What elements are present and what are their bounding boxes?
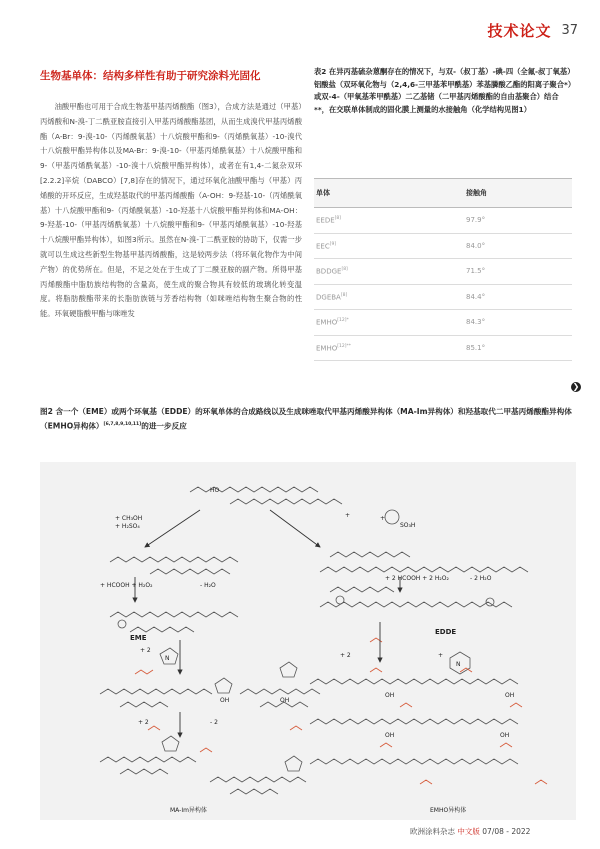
edde-label: EDDE <box>435 628 457 636</box>
table-header-row <box>314 178 572 208</box>
ma-im-chain-4 <box>210 777 306 794</box>
imidazole-ring <box>162 736 179 751</box>
monomer-name: DGEBA <box>316 292 341 301</box>
table-caption: 表2 在异丙基硫杂蒽酮存在的情况下，与双-（叔丁基）-碘-四（全氟-叔丁氧基）铝酸盐（双环氧化物与（2,4,6-三甲基苯甲酰基）苯基膦酸乙酯的阳离子聚合*）或双-4-（甲氧基苯甲酰基）二乙基锗（二甲基丙烯酸酯的自由基聚合）结合**，在交联单体制成的固化膜上测量的水接触角（化学结构见图1） <box>314 67 572 114</box>
hydroxyl-label: OH <box>500 732 510 739</box>
page-number: 37 <box>561 23 578 38</box>
emho-chain-2 <box>310 719 518 724</box>
hydroxyl-label: OH <box>280 697 290 704</box>
angle-value: 84.0° <box>466 241 486 250</box>
contact-angle-table <box>314 178 572 361</box>
reagent-label: + CH₃OH <box>115 515 143 522</box>
plus-two: + 2 <box>140 647 151 654</box>
edition-label: 中文版 <box>457 827 480 836</box>
epoxide-ring <box>486 598 494 606</box>
angle-value: 97.9° <box>466 216 486 225</box>
epoxide-ring <box>336 596 344 604</box>
header-contact-angle: 接触角 <box>466 189 487 197</box>
benzene-ring <box>385 510 399 524</box>
reagent-label: + 2 HCOOH + 2 H₂O₂ <box>385 575 449 582</box>
imidazole-ring <box>285 756 302 771</box>
chevron-right-icon[interactable]: ❯ <box>572 382 580 391</box>
figure-caption <box>40 406 576 433</box>
minus-two: - 2 <box>210 719 218 726</box>
table-row <box>314 234 572 260</box>
hydroxyl-label: OH <box>385 732 395 739</box>
imidazole-ring <box>215 678 232 693</box>
table-row <box>314 259 572 285</box>
header-monomer: 单体 <box>316 189 330 197</box>
methacrylate-group <box>135 638 547 784</box>
ma-im-chain-1 <box>100 689 212 707</box>
nitrogen-label: N <box>165 655 170 662</box>
eme-chain <box>110 612 238 632</box>
emho-label: EMHO异构体 <box>430 807 467 814</box>
angle-value: 71.5° <box>466 267 486 276</box>
issue-label: 07/08 - 2022 <box>482 827 531 836</box>
reaction-scheme-svg <box>40 462 576 820</box>
edde-chain <box>320 587 512 607</box>
hydroxyl-label: OH <box>505 692 515 699</box>
ma-im-label: MA-Im异构体 <box>170 807 207 814</box>
reaction-arrow <box>270 510 320 547</box>
monomer-name: EMHO <box>316 343 338 352</box>
reagent-label: + HCOOH + H₂O₂ <box>100 582 153 589</box>
section-heading: 生物基单体：结构多样性有助于研究涂料光固化 <box>40 70 261 82</box>
body-paragraph: 油酸甲酯也可用于合成生物基甲基丙烯酸酯（图3），合成方法是通过（甲基）丙烯酸和N-溴-丁二酰亚胺直接引入甲基丙烯酸酯基团，从而生成溴代甲基丙烯酸酯（A-Br：9-溴-10-（丙烯酰氧基）十八烷酸甲酯和9-（丙烯酰氧基）-10-溴代十八烷酸甲酯异构体以及MA-Br：9-溴-10-（甲基丙烯酰氧基）十八烷酸甲酯和9-（甲基丙烯酰氧基）-10-溴十八烷酸甲酯异构体），或者在有1,4-二氮杂双环[2.2.2]辛烷（DABCO）[7,8]存在的情况下，通过环氧化油酸甲酯与（甲基）丙烯酸的开环反应，生成羟基取代的甲基丙烯酸酯（A-OH：9-羟基-10-（丙烯酰氧基）十八烷酸甲酯和9-（丙烯酰氧基）-10-羟基十八烷酸甲酯异构体和MA-OH：9-羟基-10-（甲基丙烯酰氧基）十八烷酸甲酯和9-（甲基丙烯酰氧基）-10-羟基十八烷酸甲酯异构体），如图3所示。虽然在N-溴-丁二酰亚胺的协助下，仅需一步就可以生成这些新型生物基甲基丙烯酸酯，这是较两步法（将环氧化物作为中间产物）的优势所在。但是，不足之处在于生成了丁二酰亚胺的副产物。所得甲基丙烯酸酯中脂肪族结构物的含量高，使生成的聚合物具有较低的玻璃化转变温度。将脂肪酸酯带来的长脂肪族链与芳香结构物（如咪唑结构物生聚合物的性能。环氧硬脂酸甲酯与咪唑发 <box>40 102 302 319</box>
angle-value: 85.1° <box>466 343 486 352</box>
ma-im-chain-3 <box>100 757 196 774</box>
figure-caption-refs: [6,7,8,9,10,11] <box>103 421 142 427</box>
ref-mark: [8] <box>341 267 348 273</box>
body-text <box>40 100 302 322</box>
diester-chain <box>320 552 528 572</box>
sulfonic-acid-label: SO₃H <box>400 522 416 529</box>
table-row <box>314 336 572 362</box>
ref-mark: [12]** <box>337 343 351 349</box>
emho-chain-3 <box>310 759 518 764</box>
hydroxyl-label: HO <box>210 487 220 494</box>
table-row <box>314 285 572 311</box>
ref-mark: [9] <box>329 241 337 247</box>
table-row <box>314 310 572 336</box>
hydroxyl-label: OH <box>385 692 395 699</box>
imidazole-ring <box>280 662 297 677</box>
plus-sign: + <box>438 652 444 659</box>
monomer-name: EEDE <box>316 216 335 225</box>
monomer-name: BDDGE <box>316 267 342 276</box>
reagent-label: - 2 H₂O <box>470 575 492 582</box>
angle-value: 84.4° <box>466 292 486 301</box>
reagent-label: + H₂SO₄ <box>115 523 140 530</box>
monomer-name: EEC <box>316 241 330 250</box>
emho-chain-1 <box>310 679 518 684</box>
eme-label: EME <box>130 634 147 642</box>
reagent-label: - H₂O <box>200 582 216 589</box>
figure-caption-text: 图2 含一个（EME）或两个环氧基（EDDE）的环氧单体的合成路线以及生成咪唑取代甲基丙烯酸异构体（MA-Im异构体）和羟基取代二甲基丙烯酸酯异构体（EMHO异构体） <box>40 407 572 431</box>
reaction-arrow <box>145 510 200 547</box>
page-header <box>487 20 578 41</box>
ref-mark: [8] <box>340 292 348 298</box>
nitrogen-label: N <box>456 661 461 668</box>
ref-mark: [8] <box>334 216 342 222</box>
plus-two: + 2 <box>138 719 149 726</box>
hydroxyl-label: OH <box>220 697 230 704</box>
plus-sign: + <box>345 512 351 519</box>
epoxide-ring <box>118 620 126 628</box>
table-row <box>314 208 572 234</box>
journal-name: 欧洲涂料杂志 <box>410 827 455 836</box>
figure-caption-suffix: 的进一步反应 <box>141 421 187 431</box>
plus-sign: + <box>380 515 386 522</box>
section-label: 技术论文 <box>487 22 552 40</box>
reaction-scheme-figure <box>40 462 576 820</box>
angle-value: 84.3° <box>466 318 486 327</box>
page-footer <box>410 826 530 837</box>
monomer-name: EMHO <box>316 318 338 327</box>
ref-mark: [12]* <box>337 318 349 324</box>
plus-two: + 2 <box>340 652 351 659</box>
methyl-oleate-chain <box>110 557 238 574</box>
